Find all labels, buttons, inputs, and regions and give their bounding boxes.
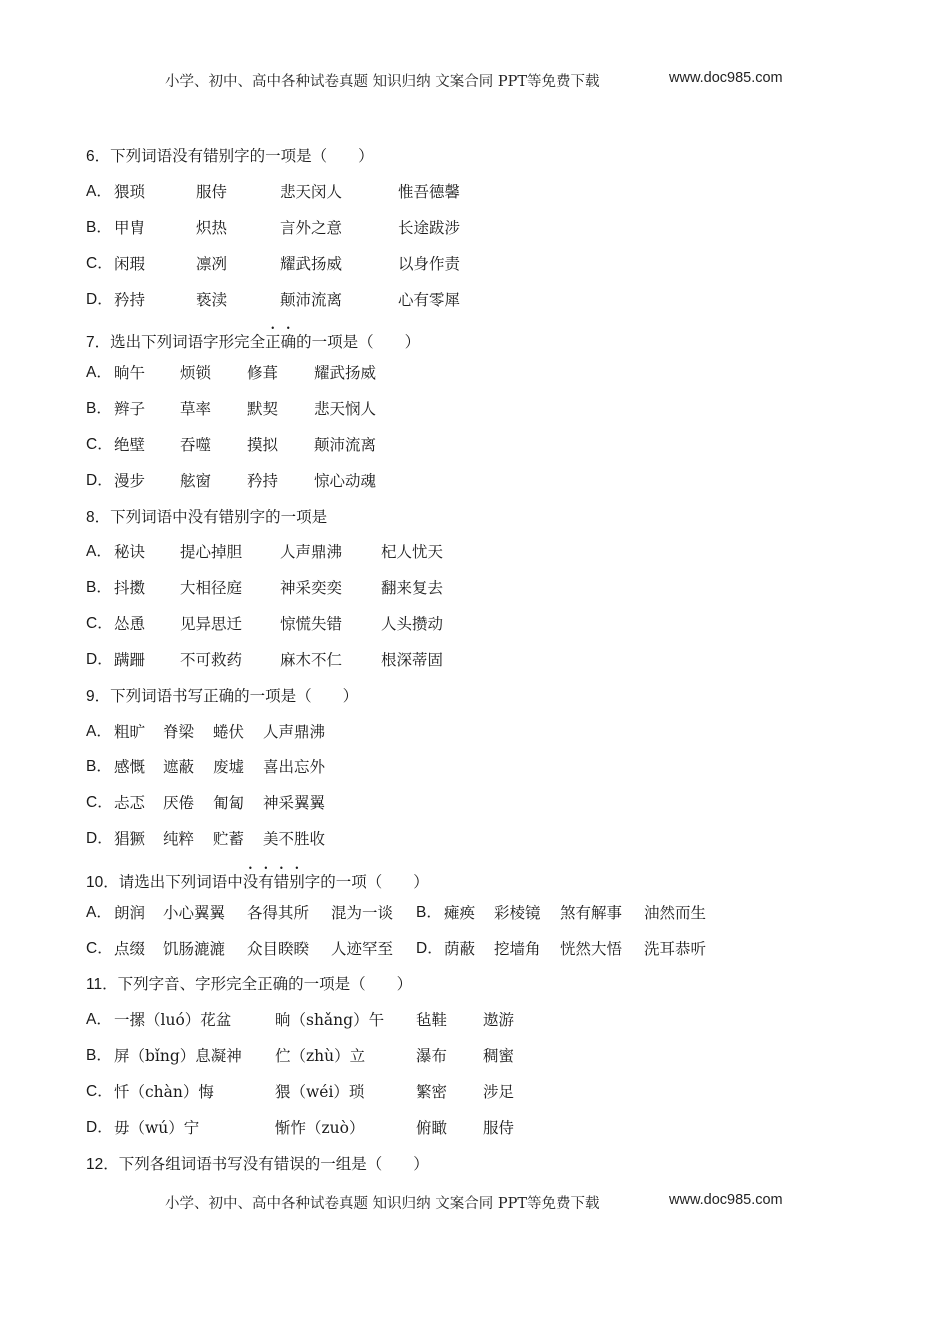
- question-8-stem: 8．下列词语中没有错别字的一项是: [86, 508, 328, 526]
- question-number: 9．: [86, 688, 111, 705]
- emphasis-dots: 正确: [265, 333, 297, 351]
- option-label: B．: [86, 579, 112, 596]
- option-label: C．: [86, 940, 113, 957]
- option-word: 人声鼎沸: [263, 723, 326, 741]
- option-word: 漫步: [114, 472, 146, 490]
- option-word: 脊梁: [163, 723, 195, 741]
- option-label: D．: [86, 291, 113, 308]
- option-word: 耀武扬威: [314, 364, 377, 382]
- option-word: 晌午: [114, 364, 146, 382]
- option-word: 混为一谈: [331, 904, 394, 922]
- option-word: 遮蔽: [163, 758, 195, 776]
- option-word: 繁密: [416, 1083, 448, 1101]
- option-word: 惊心动魂: [314, 472, 377, 490]
- option-word: 神采翼翼: [263, 794, 326, 812]
- option-word: 杞人忧天: [381, 543, 444, 561]
- option-word: 喜出忘外: [263, 758, 326, 776]
- option-word: 大相径庭: [180, 579, 243, 597]
- option-word: 长途跋涉: [398, 219, 461, 237]
- option-word: 屏（bǐng）息凝神: [114, 1047, 242, 1065]
- footer-url[interactable]: www.doc985.com: [669, 1192, 783, 1208]
- question-9-stem: 9．下列词语书写正确的一项是（ ）: [86, 687, 359, 705]
- page-header: [0, 68, 950, 92]
- option-word: 抖擞: [114, 579, 146, 597]
- option-label: B．: [86, 219, 112, 236]
- page-footer: [0, 1190, 950, 1214]
- option-word: B．: [416, 904, 442, 921]
- option-word: 洗耳恭听: [644, 940, 707, 958]
- option-word: 见异思迁: [180, 615, 243, 633]
- option-word: 俯瞰: [416, 1119, 448, 1137]
- option-word: 瀑布: [416, 1047, 448, 1065]
- option-word: 毋（wú）宁: [114, 1119, 200, 1137]
- option-word: 摸拟: [247, 436, 279, 454]
- option-word: 恍然大悟: [560, 940, 623, 958]
- option-word: 匍匐: [213, 794, 245, 812]
- question-number: 10．: [86, 874, 119, 891]
- option-label: A．: [86, 543, 112, 560]
- option-label: C．: [86, 255, 113, 272]
- option-word: 毡鞋: [416, 1011, 448, 1029]
- option-word: 蹒跚: [114, 651, 146, 669]
- option-word: 瘫痪: [444, 904, 476, 922]
- option-word: 颠沛流离: [280, 291, 343, 309]
- option-word: 惭怍（zuò）: [275, 1119, 365, 1137]
- option-label: A．: [86, 904, 112, 921]
- option-word: 提心掉胆: [180, 543, 243, 561]
- option-word: 颠沛流离: [314, 436, 377, 454]
- option-word: 一摞（luó）花盆: [114, 1011, 232, 1029]
- option-word: 感慨: [114, 758, 146, 776]
- emphasis-dots: 没有错别: [242, 873, 305, 891]
- option-word: 纯粹: [163, 830, 195, 848]
- option-word: 忐忑: [114, 794, 146, 812]
- option-word: 粗旷: [114, 723, 146, 741]
- option-word: 油然而生: [644, 904, 707, 922]
- option-word: 惟吾德馨: [398, 183, 461, 201]
- option-label: C．: [86, 615, 113, 632]
- option-word: 舷窗: [180, 472, 212, 490]
- option-word: 言外之意: [280, 219, 343, 237]
- option-label: D．: [86, 472, 113, 489]
- option-word: 麻木不仁: [280, 651, 343, 669]
- option-label: C．: [86, 1083, 113, 1100]
- option-word: 猖獗: [114, 830, 146, 848]
- option-word: 服侍: [196, 183, 228, 201]
- option-word: 亵渎: [196, 291, 228, 309]
- option-label: B．: [86, 758, 112, 775]
- option-word: 辫子: [114, 400, 146, 418]
- question-number: 8．: [86, 509, 111, 526]
- option-label: B．: [86, 1047, 112, 1064]
- option-word: 吞噬: [180, 436, 212, 454]
- option-word: D．: [416, 940, 443, 957]
- option-label: C．: [86, 436, 113, 453]
- option-label: D．: [86, 651, 113, 668]
- option-word: 以身作责: [398, 255, 461, 273]
- option-word: 伫（zhù）立: [275, 1047, 366, 1065]
- question-7-stem: 7．选出下列词语字形完全正确的一项是（ ）: [86, 333, 421, 351]
- question-number: 6．: [86, 148, 111, 165]
- option-word: 人迹罕至: [331, 940, 394, 958]
- option-word: 草率: [180, 400, 212, 418]
- option-label: D．: [86, 830, 113, 847]
- option-word: 美不胜收: [263, 830, 326, 848]
- option-word: 根深蒂固: [381, 651, 444, 669]
- option-label: B．: [86, 400, 112, 417]
- option-word: 服侍: [483, 1119, 515, 1137]
- option-word: 忏（chàn）悔: [114, 1083, 214, 1101]
- option-word: 煞有解事: [560, 904, 623, 922]
- option-word: 绝壁: [114, 436, 146, 454]
- question-11-stem: 11．下列字音、字形完全正确的一项是（ ）: [86, 975, 413, 993]
- option-word: 炽热: [196, 219, 228, 237]
- option-word: 猥琐: [114, 183, 146, 201]
- option-word: 不可救药: [180, 651, 243, 669]
- option-label: A．: [86, 1011, 112, 1028]
- option-word: 晌（shǎng）午: [275, 1011, 385, 1029]
- option-label: A．: [86, 183, 112, 200]
- option-word: 荫蔽: [444, 940, 476, 958]
- option-word: 涉足: [483, 1083, 515, 1101]
- option-word: 悲天闵人: [280, 183, 343, 201]
- option-word: 神采奕奕: [280, 579, 343, 597]
- option-word: 烦锁: [180, 364, 212, 382]
- option-word: 翻来复去: [381, 579, 444, 597]
- option-word: 怂恿: [114, 615, 146, 633]
- option-word: 矜持: [114, 291, 146, 309]
- option-word: 惊慌失错: [280, 615, 343, 633]
- option-word: 厌倦: [163, 794, 195, 812]
- question-number: 12．: [86, 1156, 119, 1173]
- option-word: 秘诀: [114, 543, 146, 561]
- option-label: A．: [86, 723, 112, 740]
- option-word: 耀武扬威: [280, 255, 343, 273]
- header-url[interactable]: www.doc985.com: [669, 70, 783, 86]
- option-word: 遨游: [483, 1011, 515, 1029]
- option-label: A．: [86, 364, 112, 381]
- option-label: C．: [86, 794, 113, 811]
- option-word: 朗润: [114, 904, 146, 922]
- question-number: 11．: [86, 976, 118, 993]
- option-word: 各得其所: [247, 904, 310, 922]
- option-word: 废墟: [213, 758, 245, 776]
- question-12-stem: 12．下列各组词语书写没有错误的一组是（ ）: [86, 1155, 429, 1173]
- option-word: 挖墙角: [494, 940, 541, 958]
- option-word: 默契: [247, 400, 279, 418]
- option-word: 修葺: [247, 364, 279, 382]
- option-word: 人头攒动: [381, 615, 444, 633]
- option-word: 众目睽睽: [247, 940, 310, 958]
- option-word: 饥肠漉漉: [163, 940, 226, 958]
- option-word: 蜷伏: [213, 723, 245, 741]
- option-word: 贮蓄: [213, 830, 245, 848]
- header-text: 小学、初中、高中各种试卷真题 知识归纳 文案合同 PPT等免费下载: [165, 74, 600, 90]
- option-word: 人声鼎沸: [280, 543, 343, 561]
- option-word: 点缀: [114, 940, 146, 958]
- option-word: 彩棱镜: [494, 904, 541, 922]
- option-word: 悲天悯人: [314, 400, 377, 418]
- option-word: 甲胄: [114, 219, 146, 237]
- option-word: 凛冽: [196, 255, 228, 273]
- option-label: D．: [86, 1119, 113, 1136]
- option-word: 稠蜜: [483, 1047, 515, 1065]
- question-10-stem: 10．请选出下列词语中没有错别字的一项（ ）: [86, 873, 429, 891]
- question-6-stem: 6．下列词语没有错别字的一项是（ ）: [86, 147, 374, 165]
- option-word: 猥（wéi）琐: [275, 1083, 365, 1101]
- option-word: 矜持: [247, 472, 279, 490]
- question-number: 7．: [86, 334, 111, 351]
- option-word: 心有零犀: [398, 291, 461, 309]
- option-word: 小心翼翼: [163, 904, 226, 922]
- option-word: 闲瑕: [114, 255, 146, 273]
- footer-text: 小学、初中、高中各种试卷真题 知识归纳 文案合同 PPT等免费下载: [165, 1196, 600, 1212]
